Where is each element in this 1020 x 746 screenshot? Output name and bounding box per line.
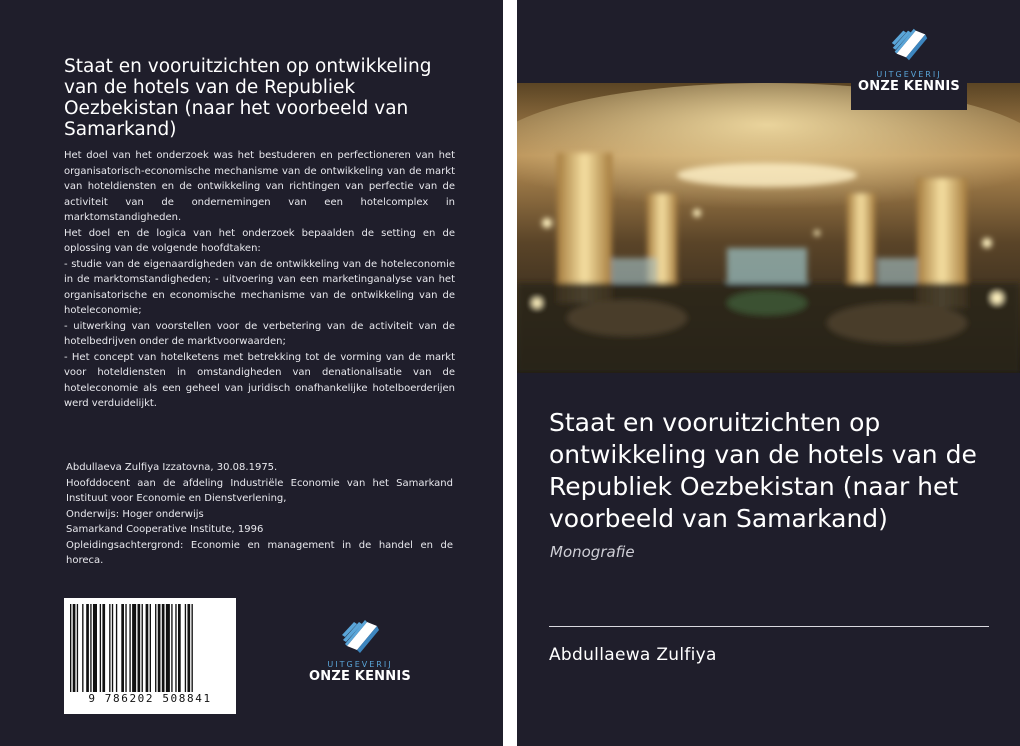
hotel-lobby-photo [517,83,1020,373]
blurb-paragraph: Het doel en de logica van het onderzoek bepaalden de setting en de oplossing van de volgende hoofdtaken: [64,227,455,254]
blurb-paragraph: Het doel van het onderzoek was het bestuderen en perfectioneren van het organisatorisch-economische mechanisme van de ontwikkeling van de markt van hoteldiensten en de ontwikkeling van richtingen van perfectie van de activiteit van de ondernemingen van een hotelcomplex in marktomstandigheden. [64,150,455,223]
back-cover-blurb [64,148,455,412]
isbn-barcode [64,598,236,714]
front-publisher-logo [851,22,967,110]
author-name: Abdullaewa Zulfiya [549,645,717,665]
bio-line: Abdullaeva Zulfiya Izzatovna, 30.08.1975. [66,462,278,473]
bio-line: Samarkand Cooperative Institute, 1996 [66,524,264,535]
publisher-name: ONZE KENNIS [858,79,960,94]
isbn-digits: 9 786202 508841 [88,692,212,705]
blurb-paragraph: - studie van de eigenaardigheden van de ontwikkeling van de hoteleconomie in de marktomstandigheden; - uitvoering van een marketinganalyse van het organisatorische en economische mechanisme van de ontwikkeling van de hoteleconomie; [64,258,455,316]
bio-line: Hoofddocent aan de afdeling Industriële Economie van het Samarkand Instituut voor Economie en Dienstverlening, [66,477,453,504]
barcode-bars [68,604,232,692]
blurb-paragraph: - uitwerking van voorstellen voor de verbetering van de activiteit van de hotelbedrijven onder de marktvoorwaarden; [64,320,455,347]
front-cover-subtitle: Monografie [550,543,635,561]
author-bio [66,460,453,569]
book-stack-icon [337,616,383,656]
publisher-name: ONZE KENNIS [309,669,411,684]
blurb-paragraph: - Het concept van hotelketens met betrekking tot de vorming van de markt voor hoteldiensten in omstandigheden van denationalisatie van de hoteleconomie als een geheel van juridisch onafhankelijke hotelboerderijen werd verduidelijkt. [64,351,455,409]
bio-line: Opleidingsachtergrond: Economie en management in de handel en de horeca. [66,539,453,566]
back-cover-title: Staat en vooruitzichten op ontwikkeling van de hotels van de Republiek Oezbekistan (naar het voorbeeld van Samarkand) [64,56,432,140]
bio-line: Onderwijs: Hoger onderwijs [66,508,204,520]
back-publisher-logo [300,616,420,684]
divider [549,626,989,627]
book-stack-icon [887,24,931,64]
back-cover [0,0,503,746]
front-cover-title: Staat en vooruitzichten op ontwikkeling van de hotels van de Republiek Oezbekistan (naar het voorbeeld van Samarkand) [549,408,977,533]
publisher-label: UITGEVERIJ [876,70,942,79]
publisher-label: UITGEVERIJ [327,660,393,669]
